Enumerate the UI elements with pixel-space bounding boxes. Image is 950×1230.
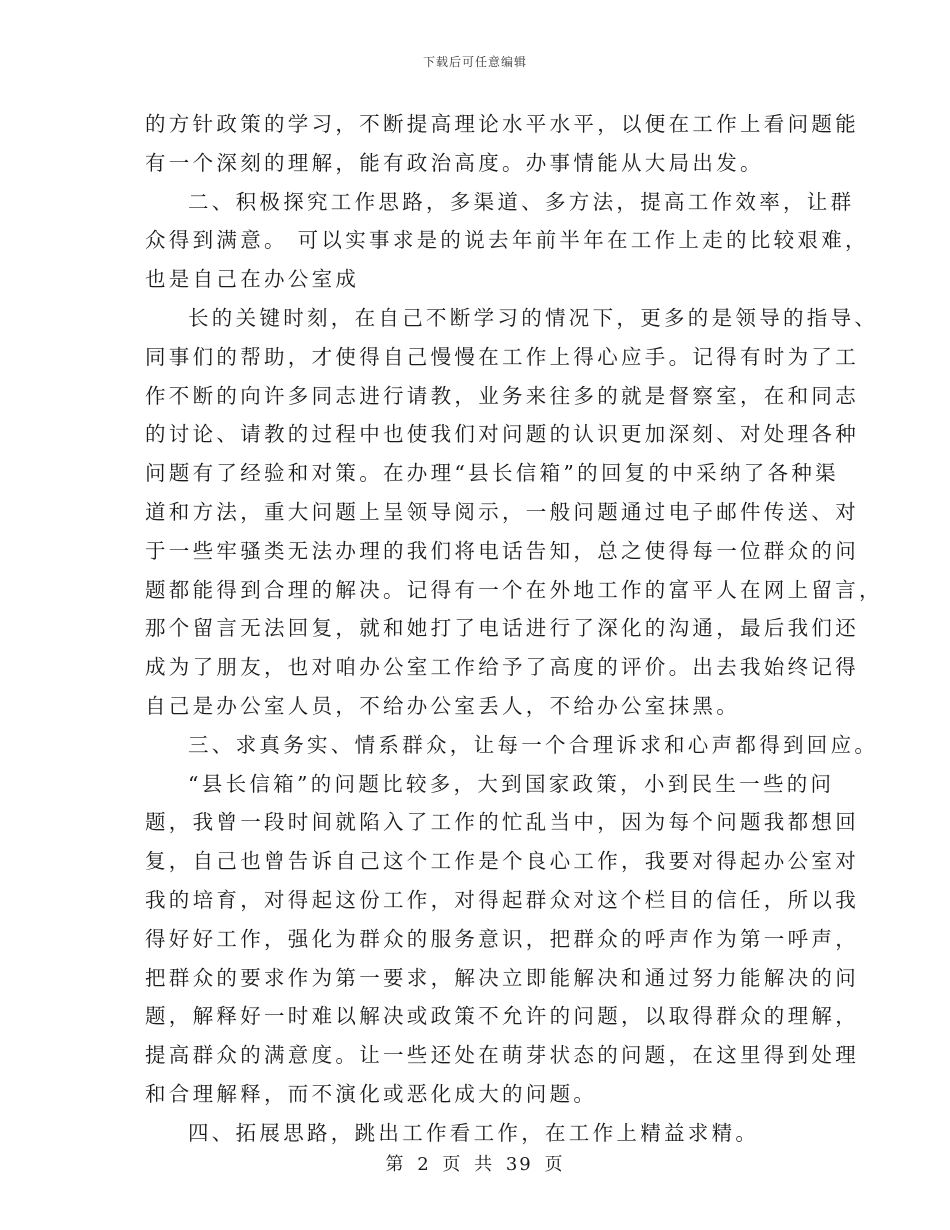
body-text-line: 也是自己在办公室成: [145, 267, 360, 292]
body-text-line: 问题有了经验和对策。在办理“县长信箱”的回复的中采纳了各种渠: [145, 461, 839, 486]
body-text-line: 和合理解释，而不演化或恶化成大的问题。: [145, 1081, 598, 1106]
body-text-line: 的讨论、请教的过程中也使我们对问题的认识更加深刻、对处理各种: [145, 422, 859, 447]
body-text-line: 于一些牢骚类无法办理的我们将电话告知，总之使得每一位群众的问: [145, 538, 859, 563]
body-text-line: 得好好工作，强化为群众的服务意识，把群众的呼声作为第一呼声，: [145, 926, 859, 951]
body-text-line: 题都能得到合理的解决。记得有一个在外地工作的富平人在网上留言，: [145, 577, 883, 602]
body-text-line: 三、求真务实、情系群众，让每一个合理诉求和心声都得到回应。: [188, 732, 879, 757]
page-header: 下载后可任意编辑: [422, 55, 527, 69]
body-text-line: 同事们的帮助，才使得自己慢慢在工作上得心应手。记得有时为了工: [145, 344, 859, 369]
body-text-line: 二、积极探究工作思路，多渠道、多方法，提高工作效率，让群: [188, 189, 855, 214]
body-text-line: 道和方法，重大问题上呈领导阅示，一般问题通过电子邮件传送、对: [145, 499, 859, 524]
body-text-line: 提高群众的满意度。让一些还处在萌芽状态的问题，在这里得到处理: [145, 1043, 859, 1068]
body-text-line: 复，自己也曾告诉自己这个工作是个良心工作，我要对得起办公室对: [145, 849, 859, 874]
body-text-line: 我的培育，对得起这份工作，对得起群众对这个栏目的信任，所以我: [145, 887, 859, 912]
body-text-line: 长的关键时刻，在自己不断学习的情况下，更多的是领导的指导、: [188, 305, 879, 330]
body-text-line: 题，解释好一时难以解决或政策不允许的问题，以取得群众的理解，: [145, 1004, 859, 1029]
body-text-line: 把群众的要求作为第一要求，解决立即能解决和通过努力能解决的问: [145, 965, 859, 990]
body-text-line: 成为了朋友，也对咱办公室工作给予了高度的评价。出去我始终记得: [145, 655, 859, 680]
body-text-line: 有一个深刻的理解，能有政治高度。办事情能从大局出发。: [145, 150, 764, 175]
body-text-line: 作不断的向许多同志进行请教，业务来往多的就是督察室，在和同志: [145, 383, 859, 408]
body-text-line: 的方针政策的学习，不断提高理论水平水平，以便在工作上看问题能: [145, 112, 859, 136]
body-text-line: 自己是办公室人员，不给办公室丢人，不给办公室抹黑。: [145, 693, 740, 718]
page-footer: 第 2 页 共 39 页: [385, 1154, 565, 1175]
body-text-line: 题，我曾一段时间就陷入了工作的忙乱当中，因为每个问题我都想回: [145, 810, 859, 835]
body-text-line: 众得到满意。 可以实事求是的说去年前半年在工作上走的比较艰难，: [145, 228, 869, 253]
body-text-line: 四、拓展思路，跳出工作看工作，在工作上精益求精。: [188, 1120, 760, 1145]
body-text-line: 那个留言无法回复，就和她打了电话进行了深化的沟通，最后我们还: [145, 616, 859, 641]
document-body: [145, 105, 883, 1153]
body-text-line: “县长信箱”的问题比较多，大到国家政策，小到民生一些的问: [188, 771, 835, 796]
